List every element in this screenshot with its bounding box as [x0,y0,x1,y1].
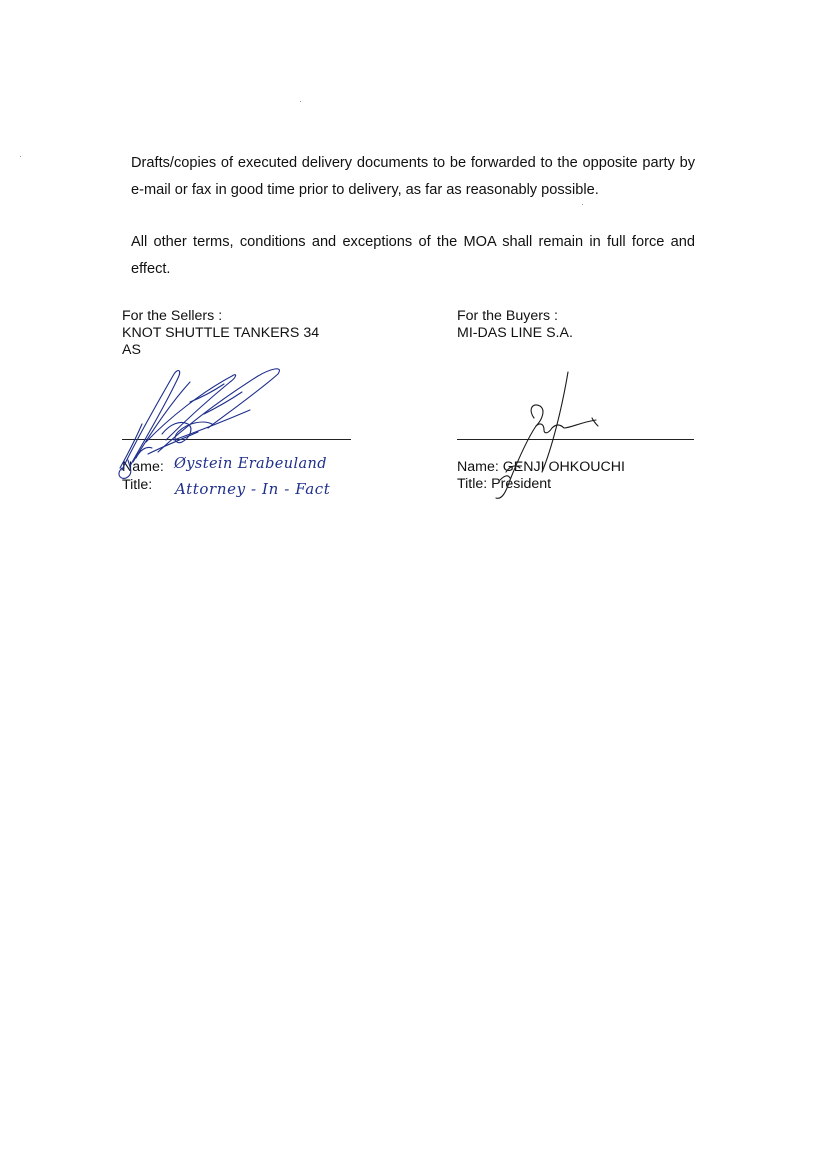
buyers-company: MI-DAS LINE S.A. [457,325,573,341]
sellers-title-label: Title: [122,477,153,493]
sellers-handwritten-title: Attorney - In - Fact [175,480,331,498]
buyers-title-label: Title: [457,476,488,492]
sellers-heading: For the Sellers : [122,308,223,324]
buyers-signature-icon [470,368,620,503]
buyers-title-value: President [491,476,552,492]
sellers-signature-icon [100,362,300,482]
buyers-heading: For the Buyers : [457,308,558,324]
sellers-handwritten-name: Øystein Erabeuland [174,456,327,472]
sellers-party-block [122,308,362,359]
scan-speck [20,156,21,157]
other-terms-paragraph: All other terms, conditions and exceptions of the MOA shall remain in full force and effect. [131,234,695,277]
buyers-name-label: Name: [457,459,499,475]
buyers-name-value: GENJI OHKOUCHI [502,459,625,475]
sellers-company-line-2: AS [122,342,141,358]
scan-speck [582,204,583,205]
sellers-company-line-1: KNOT SHUTTLE TANKERS 34 [122,325,320,341]
scan-speck [300,101,301,102]
delivery-documents-paragraph: Drafts/copies of executed delivery documents to be forwarded to the opposite party by e-mail or fax in good time prior to delivery, as far as reasonably possible. [131,155,695,198]
sellers-name-label: Name: [122,459,164,475]
buyers-party-block [457,308,697,342]
